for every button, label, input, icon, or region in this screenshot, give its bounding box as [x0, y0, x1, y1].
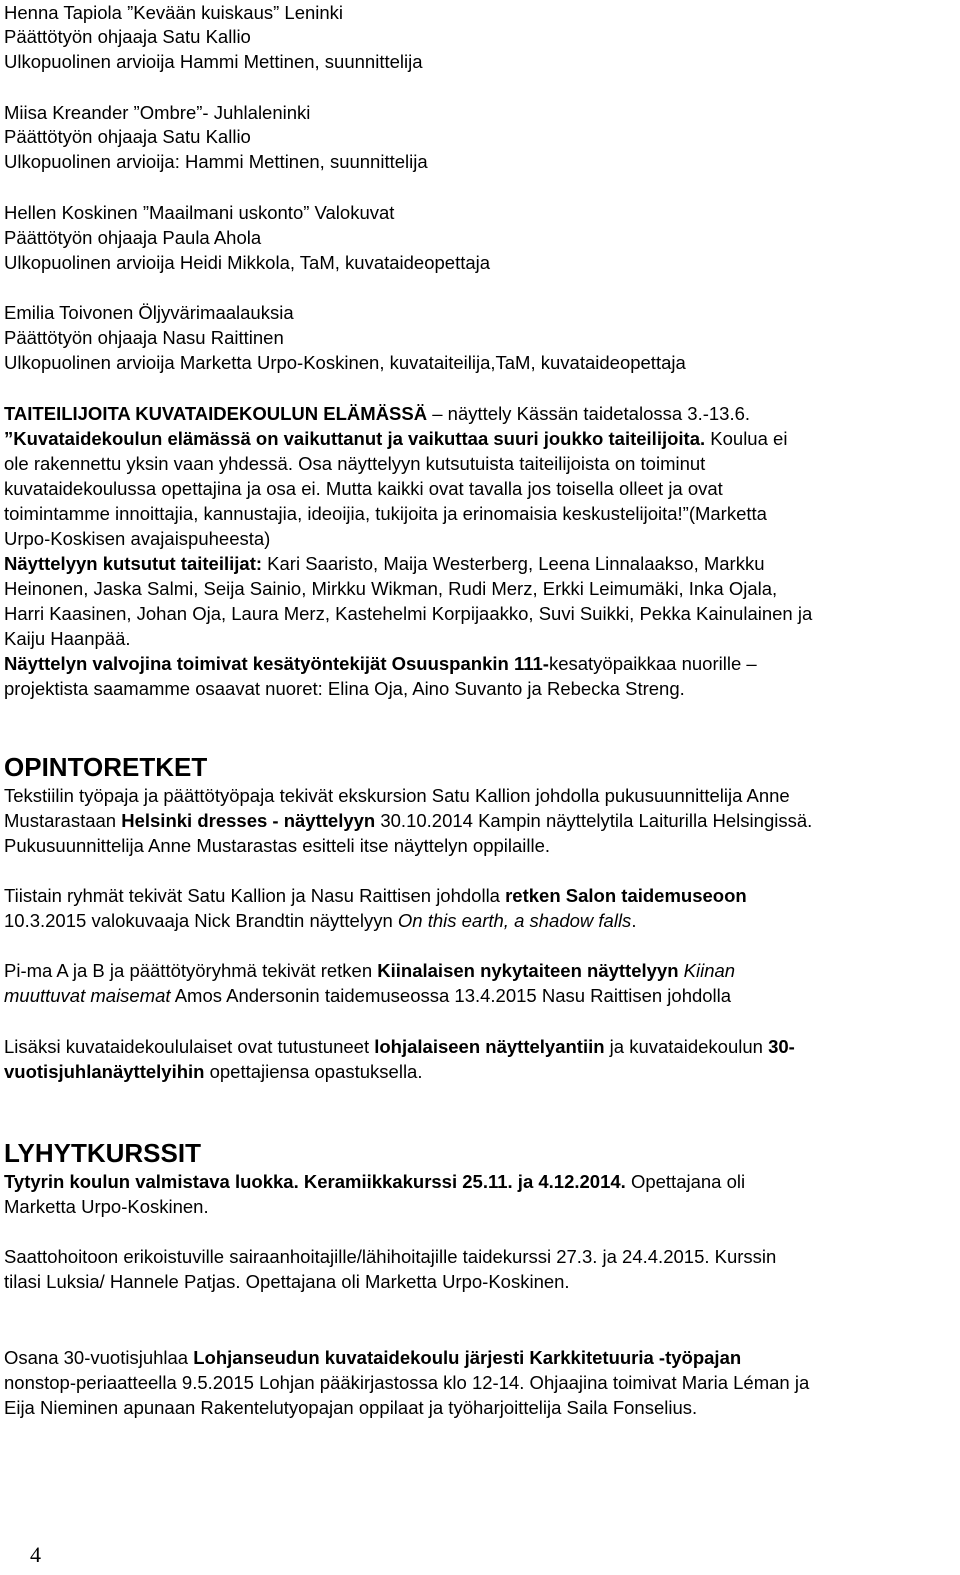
text-run: Lisäksi kuvataidekoululaiset ovat tutustuneet: [4, 1036, 375, 1057]
work-evaluator: Ulkopuolinen arvioija Heidi Mikkola, TaM, kuvataideopettaja: [4, 252, 491, 273]
wardens-bold: Näyttelyn valvojina toimivat kesätyöntekijät Osuuspankin 111-: [4, 653, 549, 674]
artists-line-4: Kaiju Haanpää.: [4, 628, 131, 649]
work-evaluator: Ulkopuolinen arvioija Marketta Urpo-Koskinen, kuvataiteilija,TaM, kuvataideopettaja: [4, 352, 686, 373]
wardens-line-1: [4, 651, 757, 676]
text-run: Tiistain ryhmät tekivät Satu Kallion ja Nasu Raittisen johdolla: [4, 885, 506, 906]
text-run-italic: On this earth, a shadow falls: [397, 910, 632, 931]
work-supervisor: Päättötyön ohjaaja Satu Kallio: [4, 26, 251, 47]
paragraph-line: [4, 983, 731, 1008]
paragraph-line: Marketta Urpo-Koskinen.: [4, 1196, 209, 1217]
work-supervisor: Päättötyön ohjaaja Satu Kallio: [4, 126, 251, 147]
text-run: 30.10.2014 Kampin näyttelytila Laiturilla Helsingissä.: [375, 810, 813, 831]
paragraph-line: [4, 883, 747, 908]
text-run: Opettajana oli: [625, 1171, 746, 1192]
work-supervisor: Päättötyön ohjaaja Nasu Raittinen: [4, 327, 284, 348]
text-run: Osana 30-vuotisjuhlaa: [4, 1347, 194, 1368]
exhibition-event: näyttely Kässän taidetalossa 3.-13.6.: [447, 403, 751, 424]
text-run-bold: 30-: [768, 1036, 795, 1057]
text-run: Mustarastaan: [4, 810, 122, 831]
paragraph-line: Eija Nieminen apunaan Rakentelutyopajan oppilaat ja työharjoittelija Saila Fonselius.: [4, 1397, 698, 1418]
work-title-line: Henna Tapiola ”Kevään kuiskaus” Leninki: [4, 2, 344, 23]
text-run: ja kuvataidekoulun: [604, 1036, 769, 1057]
exhibition-heading: TAITEILIJOITA KUVATAIDEKOULUN ELÄMÄSSÄ: [4, 403, 428, 424]
section-heading: OPINTORETKET: [4, 752, 208, 782]
paragraph-line: [4, 1345, 741, 1370]
text-run: Amos Andersonin taidemuseossa 13.4.2015 Nasu Raittisen johdolla: [170, 985, 732, 1006]
text-run-bold: retken Salon taidemuseoon: [505, 885, 747, 906]
wardens-rest: kesatyöpaikkaa nuorille –: [548, 653, 757, 674]
text-run: opettajiensa opastuksella.: [204, 1061, 423, 1082]
text-run-italic: muuttuvat maisemat: [4, 985, 171, 1006]
exhibition-line-6: Urpo-Koskisen avajaispuheesta): [4, 528, 271, 549]
exhibition-line-1: [4, 401, 750, 426]
text-run-bold: lohjalaiseen näyttelyantiin: [374, 1036, 605, 1057]
artists-line-1: [4, 551, 765, 576]
wardens-line-2: projektista saamamme osaavat nuoret: Elina Oja, Aino Suvanto ja Rebecka Streng.: [4, 678, 685, 699]
artists-label: Näyttelyyn kutsutut taiteilijat:: [4, 553, 263, 574]
text-run-bold: Helsinki dresses - näyttelyyn: [121, 810, 376, 831]
exhibition-quote-cont: Koulua ei: [705, 428, 788, 449]
work-title-line: Emilia Toivonen Öljyvärimaalauksia: [4, 302, 294, 323]
exhibition-line-5: toimintamme innoittajia, kannustajia, ideoijia, tukijoita ja erinomaisia keskustelijoita!”(Marketta: [4, 503, 767, 524]
paragraph-line: Tekstiilin työpaja ja päättötyöpaja tekivät ekskursion Satu Kallion johdolla pukusuunnittelija Anne: [4, 785, 790, 806]
work-evaluator: Ulkopuolinen arvioija Hammi Mettinen, suunnittelija: [4, 51, 423, 72]
text-run-bold: Lohjanseudun kuvataidekoulu järjesti Karkkitetuuria -työpajan: [193, 1347, 742, 1368]
work-supervisor: Päättötyön ohjaaja Paula Ahola: [4, 227, 262, 248]
text-run-italic: Kiinan: [678, 960, 736, 981]
work-title-line: Miisa Kreander ”Ombre”- Juhlaleninki: [4, 102, 311, 123]
paragraph-line: tilasi Luksia/ Hannele Patjas. Opettajana oli Marketta Urpo-Koskinen.: [4, 1271, 570, 1292]
exhibition-quote-end: .: [700, 428, 706, 449]
paragraph-line: [4, 958, 735, 983]
text-run: 10.3.2015 valokuvaaja Nick Brandtin näyttelyyn: [4, 910, 398, 931]
text-run-bold: vuotisjuhlanäyttelyihin: [4, 1061, 205, 1082]
paragraph-line: Saattohoitoon erikoistuville sairaanhoitajille/lähihoitajille taidekurssi 27.3. ja 24.4.2015. Kurssin: [4, 1246, 777, 1267]
artists-line-2: Heinonen, Jaska Salmi, Seija Sainio, Mirkku Wikman, Rudi Merz, Erkki Leimumäki, Inka Ojala,: [4, 578, 778, 599]
text-run-bold: Kiinalaisen nykytaiteen näyttelyyn: [377, 960, 679, 981]
exhibition-line-4: kuvataidekoulussa opettajina ja osa ei. Mutta kaikki ovat tavalla jos toisella olleet ja ovat: [4, 478, 723, 499]
artists-names-1: Kari Saaristo, Maija Westerberg, Leena Linnalaakso, Markku: [262, 553, 765, 574]
paragraph-line: [4, 1169, 745, 1194]
work-title-line: Hellen Koskinen ”Maailmani uskonto” Valokuvat: [4, 202, 395, 223]
paragraph-line: [4, 808, 812, 833]
paragraph-line: nonstop-periaatteella 9.5.2015 Lohjan pääkirjastossa klo 12-14. Ohjaajina toimivat Maria Léman ja: [4, 1372, 810, 1393]
exhibition-quote: ”Kuvataidekoulun elämässä on vaikuttanut ja vaikuttaa suuri joukko taiteilijoita: [4, 428, 700, 449]
paragraph-line: Pukusuunnittelija Anne Mustarastas esitteli itse näyttelyn oppilaille.: [4, 835, 551, 856]
exhibition-dash: –: [427, 403, 448, 424]
work-evaluator: Ulkopuolinen arvioija: Hammi Mettinen, suunnittelija: [4, 151, 428, 172]
paragraph-line: [4, 908, 636, 933]
exhibition-line-3: ole rakennettu yksin vaan yhdessä. Osa näyttelyyn kutsutuista taiteilijoista on toiminut: [4, 453, 706, 474]
paragraph-line: [4, 1034, 795, 1059]
text-run: .: [631, 910, 637, 931]
exhibition-line-2: [4, 426, 787, 451]
artists-line-3: Harri Kaasinen, Johan Oja, Laura Merz, Kastehelmi Korpijaakko, Suvi Suikki, Pekka Kainulainen ja: [4, 603, 813, 624]
page-number: 4: [30, 1542, 41, 1567]
text-run-bold: Tytyrin koulun valmistava luokka. Keramiikkakurssi 25.11. ja 4.12.2014.: [4, 1171, 626, 1192]
paragraph-line: [4, 1059, 423, 1084]
text-run: Pi-ma A ja B ja päättötyöryhmä tekivät retken: [4, 960, 378, 981]
section-heading: LYHYTKURSSIT: [4, 1138, 201, 1168]
